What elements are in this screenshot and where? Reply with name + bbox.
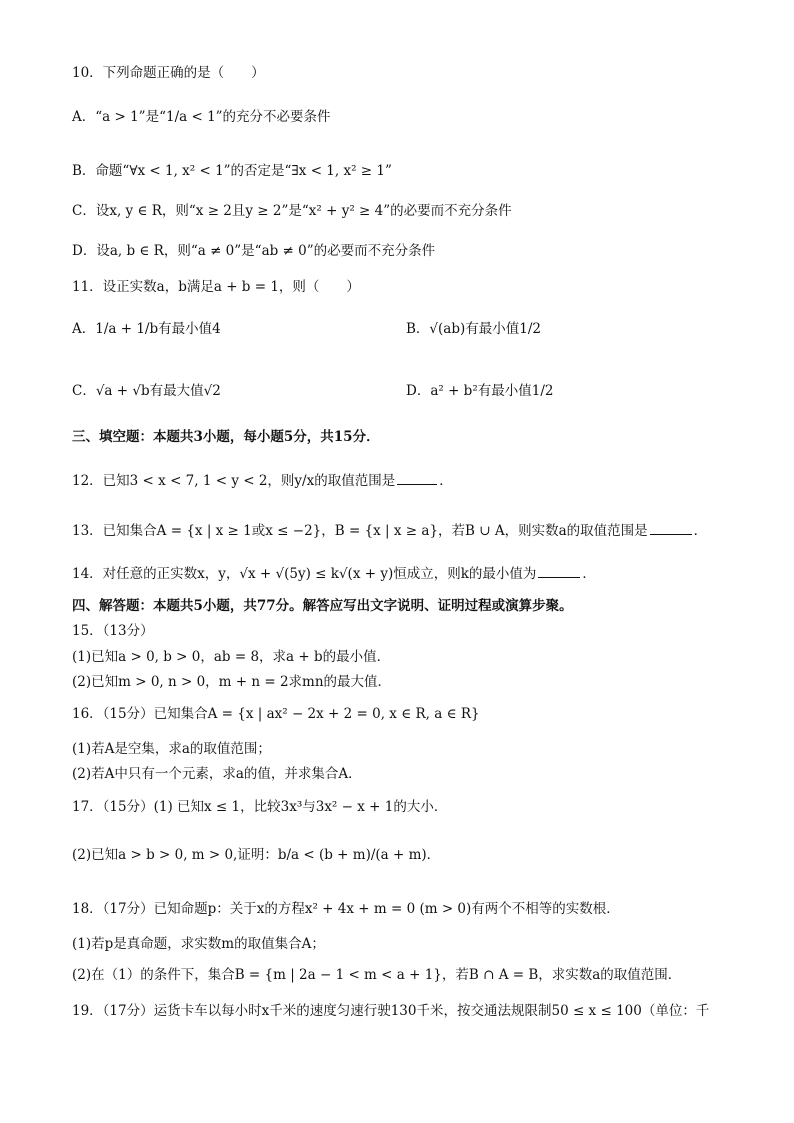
- q12: [72, 470, 453, 490]
- answer-blank: [650, 520, 692, 535]
- q15-title: 15．（13分）: [72, 623, 154, 639]
- q14-text: 14．对任意的正实数x，y，√x + √(5y) ≤ k√(x + y)恒成立，则k的最小值为: [72, 566, 537, 582]
- q11-option-d: D．a² + b²有最小值1/2: [406, 383, 554, 399]
- q10-option-c: C．设x, y ∈ R，则“x ≥ 2且y ≥ 2”是“x² + y² ≥ 4”的必要而不充分条件: [72, 203, 512, 219]
- q18-part-1: (1)若p是真命题，求实数m的取值集合A；: [72, 936, 325, 952]
- q17-part-2: (2)已知a > b > 0, m > 0,证明：b/a < (b + m)/(a + m)．: [72, 847, 441, 863]
- q12-text: 12．已知3 < x < 7, 1 < y < 2，则y/x的取值范围是: [72, 473, 396, 489]
- q18-title: 18．（17分）已知命题p：关于x的方程x² + 4x + m = 0 (m > 0)有两个不相等的实数根．: [72, 901, 620, 917]
- q10-option-d: D．设a, b ∈ R，则“a ≠ 0”是“ab ≠ 0”的必要而不充分条件: [72, 243, 436, 259]
- q16-title: 16．（15分）已知集合A = {x | ax² − 2x + 2 = 0, x ∈ R, a ∈ R}: [72, 706, 480, 722]
- q11-option-a: A．1/a + 1/b有最小值4: [72, 321, 221, 337]
- q15-part-2: (2)已知m > 0, n > 0，m + n = 2求mn的最大值．: [72, 674, 392, 690]
- q11-stem: 11．设正实数a，b满足a + b = 1，则（ ）: [72, 279, 360, 295]
- q13-text: 13．已知集合A = {x | x ≥ 1或x ≤ −2}，B = {x | x ≥ a}，若B ∪ A，则实数a的取值范围是: [72, 523, 648, 539]
- q15-part-1: (1)已知a > 0, b > 0，ab = 8，求a + b的最小值．: [72, 649, 391, 665]
- section-4-heading: 四、解答题：本题共5小题，共77分。解答应写出文字说明、证明过程或演算步聚。: [72, 598, 573, 614]
- q16-part-2: (2)若A中只有一个元素，求a的值，并求集合A．: [72, 766, 362, 782]
- q19-title: 19．（17分）运货卡车以每小时x千米的速度匀速行驶130千米，按交通法规限制50 ≤ x ≤ 100（单位：千: [72, 1003, 710, 1019]
- q10-stem: 10．下列命题正确的是（ ）: [72, 65, 265, 81]
- q14-end: ．: [582, 566, 596, 582]
- q18-part-2: (2)在（1）的条件下，集合B = {m | 2a − 1 < m < a + 1}，若B ∩ A = B，求实数a的取值范围．: [72, 967, 682, 983]
- section-3-heading: 三、填空题：本题共3小题，每小题5分，共15分．: [72, 429, 380, 445]
- q11-option-b: B．√(ab)有最小值1/2: [406, 321, 541, 337]
- q16-part-1: (1)若A是空集，求a的取值范围；: [72, 741, 271, 757]
- q12-end: ．: [439, 473, 453, 489]
- q10-option-a: A．“a > 1”是“1/a < 1”的充分不必要条件: [72, 109, 331, 125]
- q17-title: 17．（15分）(1) 已知x ≤ 1，比较3x³与3x² − x + 1的大小．: [72, 799, 448, 815]
- q13: [72, 520, 707, 540]
- answer-blank: [397, 470, 437, 485]
- q10-option-b: B．命题“∀x < 1, x² < 1”的否定是“∃x < 1, x² ≥ 1”: [72, 163, 392, 179]
- q11-option-c: C．√a + √b有最大值√2: [72, 383, 221, 399]
- answer-blank: [538, 563, 580, 578]
- q14: [72, 563, 596, 583]
- q13-end: ．: [693, 523, 708, 539]
